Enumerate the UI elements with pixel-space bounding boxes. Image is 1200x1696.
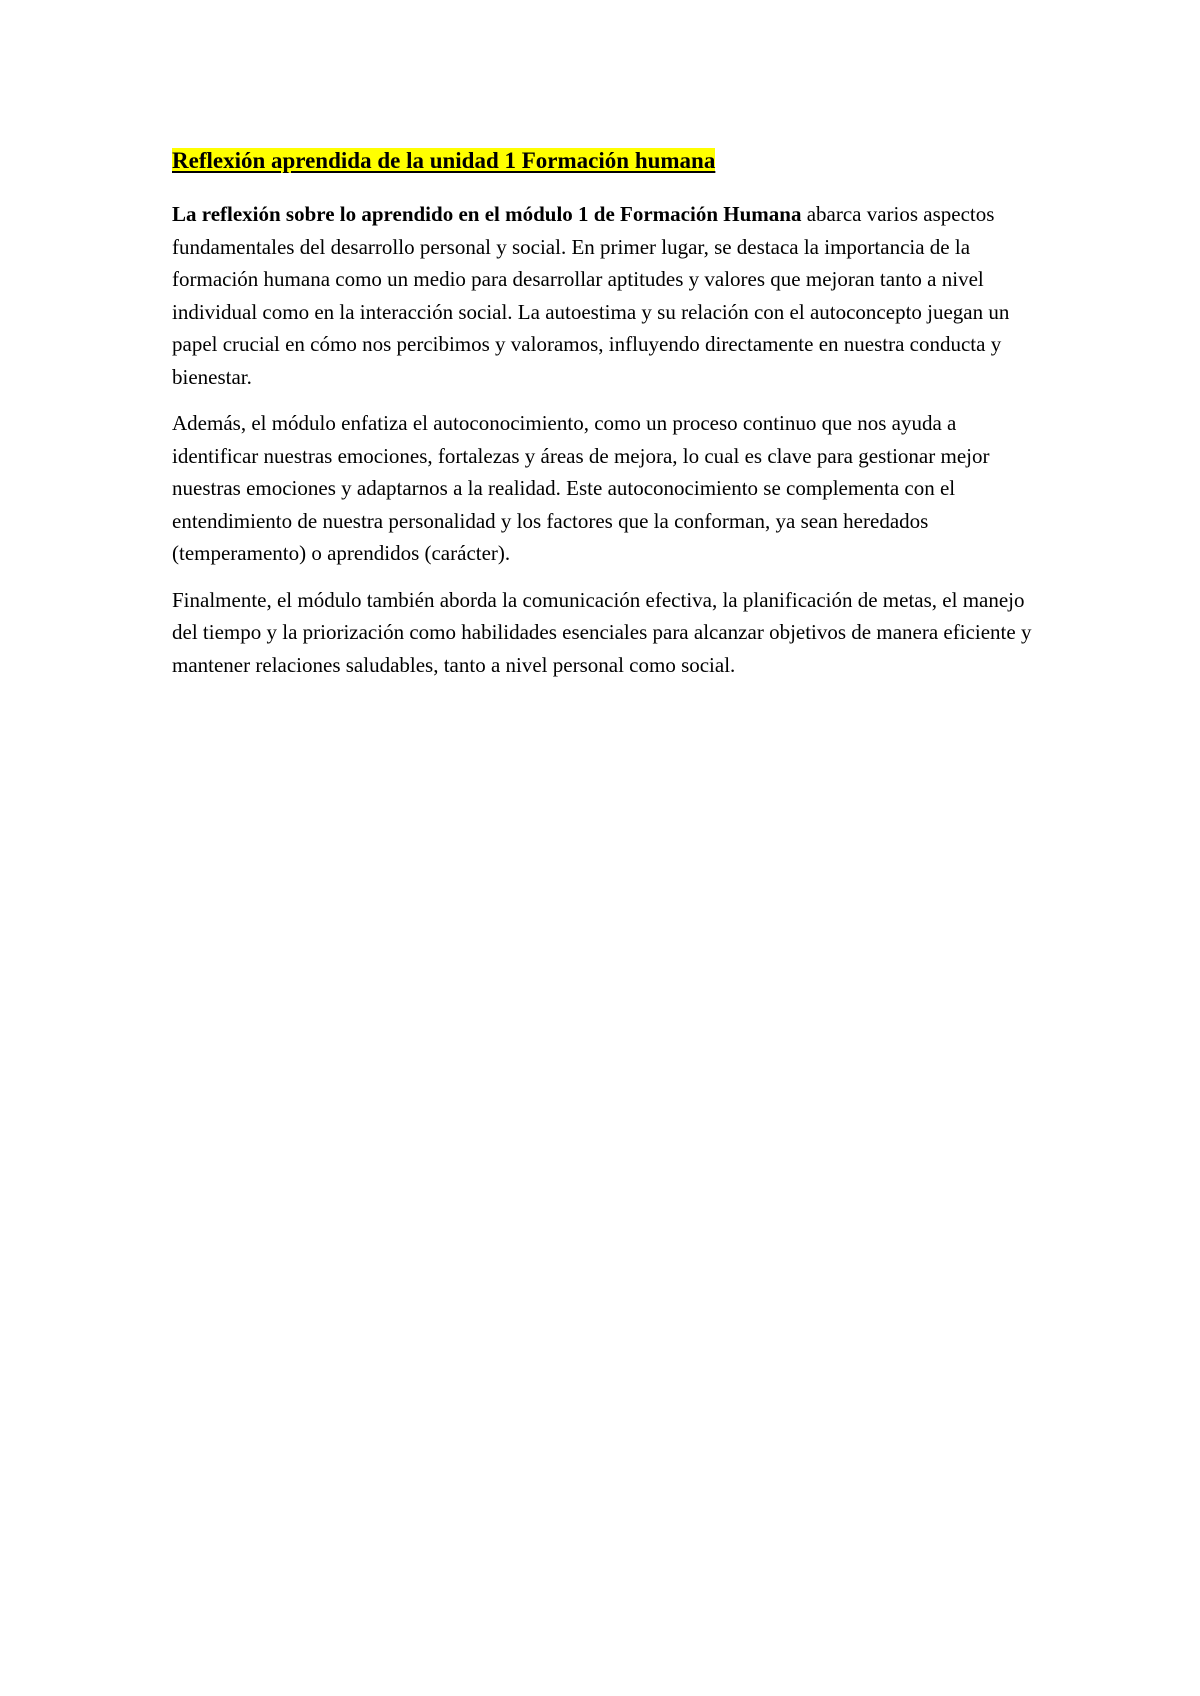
paragraph-3-text: Finalmente, el módulo también aborda la comunicación efectiva, la planificación de metas, el manejo del tiempo y la priorización como habilidades esenciales para alcanzar objetivos de manera eficiente y mantener relaciones saludables, tanto a nivel personal como social. bbox=[172, 587, 1032, 677]
paragraph-3 bbox=[172, 584, 1042, 682]
paragraph-2 bbox=[172, 407, 1042, 570]
document-title bbox=[172, 146, 1042, 176]
highlighted-title-text: Reflexión aprendida de la unidad 1 Formación humana bbox=[172, 148, 716, 173]
document-body bbox=[172, 146, 1042, 695]
paragraph-1 bbox=[172, 198, 1042, 393]
paragraph-1-text: abarca varios aspectos fundamentales del desarrollo personal y social. En primer lugar, se destaca la importancia de la formación humana como un medio para desarrollar aptitudes y valores que mejoran tanto a nivel individual como en la interacción social. La autoestima y su relación con el autoconcepto juegan un papel crucial en cómo nos percibimos y valoramos, influyendo directamente en nuestra conducta y bienestar. bbox=[172, 202, 1010, 389]
paragraph-1-bold-lead: La reflexión sobre lo aprendido en el módulo 1 de Formación Humana bbox=[172, 202, 802, 226]
paragraph-2-text: Además, el módulo enfatiza el autoconocimiento, como un proceso continuo que nos ayuda a identificar nuestras emociones, fortalezas y áreas de mejora, lo cual es clave para gestionar mejor nuestras emociones y adaptarnos a la realidad. Este autoconocimiento se complementa con el entendimiento de nuestra personalidad y los factores que la conforman, ya sean heredados (temperamento) o aprendidos (carácter). bbox=[172, 411, 990, 565]
